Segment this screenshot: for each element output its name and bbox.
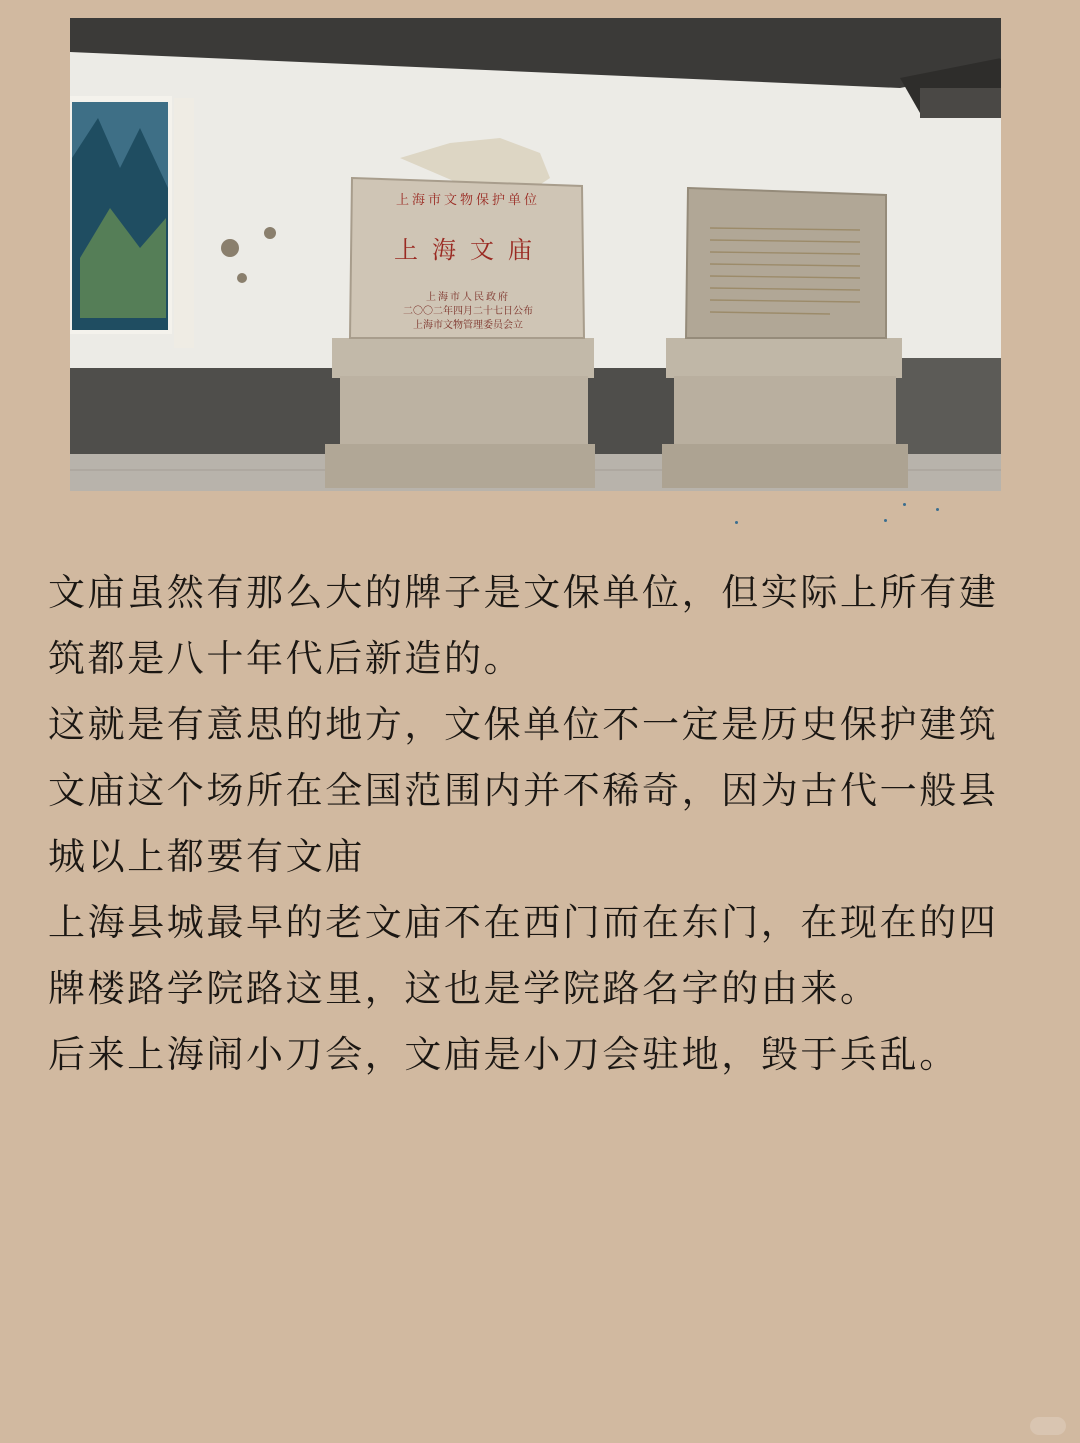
plaque-issuer: 上海市人民政府 <box>426 292 510 303</box>
plaque-title: 上海文庙 <box>394 236 546 264</box>
plaque-heading: 上海市文物保护单位 <box>395 193 541 208</box>
paragraph: 文庙这个场所在全国范围内并不稀奇，因为古代一般县城以上都要有文庙 <box>48 769 999 878</box>
paragraph: 后来上海闹小刀会，文庙是小刀会驻地，毁于兵乱。 <box>48 1033 959 1076</box>
plaque-date: 二〇〇二年四月二十七日公布 <box>403 306 533 317</box>
article-body <box>48 560 1008 1088</box>
paragraph: 上海县城最早的老文庙不在西门而在东门，在现在的四牌楼路学院路这里，这也是学院路名字的由来。 <box>48 901 999 1010</box>
photo <box>70 18 1001 491</box>
watermark <box>1030 1417 1066 1435</box>
decorative-dots <box>0 495 1080 525</box>
plaque-committee: 上海市文物管理委员会立 <box>413 320 523 331</box>
paragraph: 这就是有意思的地方，文保单位不一定是历史保护建筑 <box>48 703 999 746</box>
paragraph: 文庙虽然有那么大的牌子是文保单位，但实际上所有建筑都是八十年代后新造的。 <box>48 571 999 680</box>
